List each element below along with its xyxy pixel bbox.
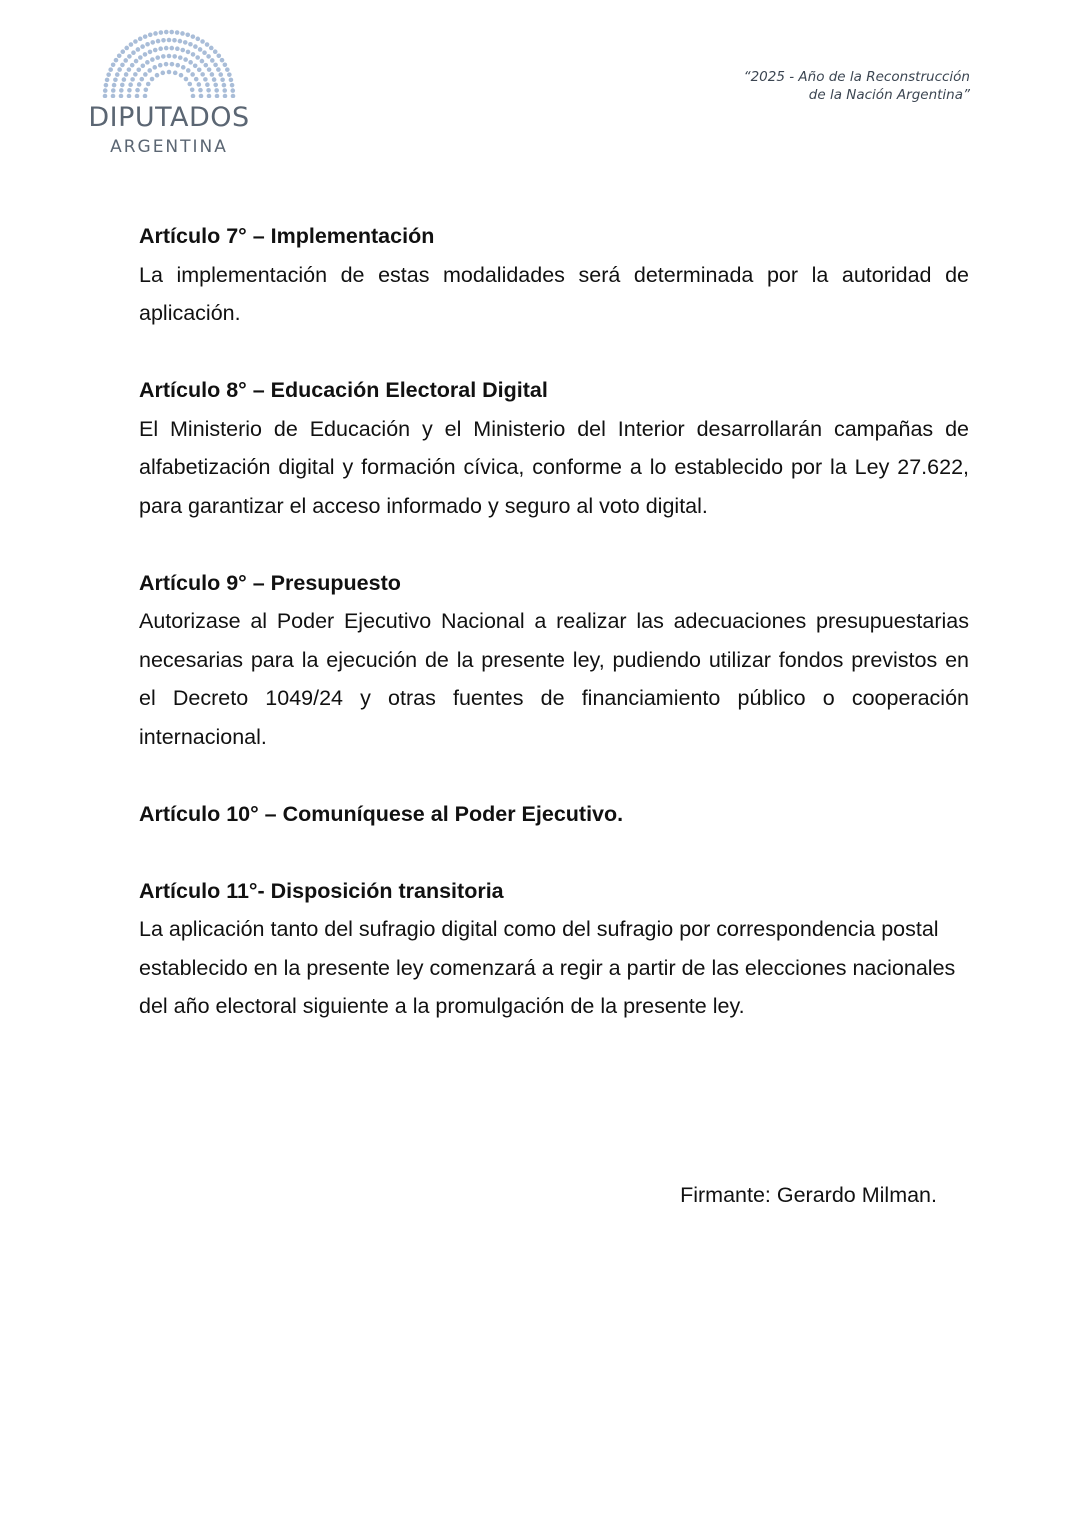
seat-dot [188, 60, 193, 65]
seat-dot [218, 72, 223, 77]
logo-name: DIPUTADOS [88, 102, 250, 133]
seat-dot [197, 68, 202, 73]
seat-dot [120, 49, 125, 54]
seat-dot [206, 88, 211, 93]
seat-dot [104, 83, 109, 88]
article-body: El Ministerio de Educación y el Ministerio del Interior desarrollarán campañas de alfabetización digital y formación cívica, conforme a lo establecido por la Ley 27.622, para garantizar el acceso informado y seguro al voto digital. [139, 416, 969, 518]
seat-dot [155, 55, 160, 60]
seat-dot [150, 40, 155, 45]
seat-dot [198, 88, 203, 93]
seat-dot [143, 72, 148, 77]
seat-dot [117, 53, 122, 58]
seat-dot [222, 88, 227, 93]
page-header [0, 0, 1082, 190]
seat-dot [119, 94, 124, 98]
seat-dot [212, 77, 217, 82]
seat-dot [159, 30, 164, 35]
seat-dot [131, 50, 136, 55]
seat-dot [172, 38, 177, 43]
seat-dot [130, 63, 135, 68]
motto-line-2: de la Nación Argentina” [808, 87, 970, 103]
logo-subname: ARGENTINA [110, 137, 228, 157]
seat-dot [148, 50, 153, 55]
document-body [139, 217, 969, 1064]
seat-dot [156, 39, 161, 44]
seat-dot [193, 44, 198, 49]
seat-dot [198, 47, 203, 52]
seat-dot [184, 77, 189, 82]
seat-dot [213, 49, 218, 54]
seat-dot [150, 77, 155, 82]
seat-dot [127, 88, 132, 93]
seat-dot [175, 46, 180, 51]
seat-dot [143, 34, 148, 39]
seat-dot [205, 42, 210, 47]
seat-dot [161, 38, 166, 43]
seat-dot [164, 46, 169, 51]
seat-dot [130, 77, 135, 82]
seat-dot [185, 33, 190, 38]
seat-dot [180, 31, 185, 36]
seat-dot [145, 42, 150, 47]
seat-dot [119, 88, 124, 93]
seat-dot [230, 83, 235, 88]
seat-dot [114, 58, 119, 63]
seat-dot [229, 78, 234, 83]
seat-dot [124, 46, 129, 51]
article-7 [139, 217, 969, 333]
seat-dot [167, 38, 172, 43]
article-8 [139, 371, 969, 525]
seat-dot [202, 50, 207, 55]
seat-dot [215, 94, 220, 98]
seat-dot [146, 82, 151, 87]
seat-dot [150, 57, 155, 62]
seat-dot [191, 52, 196, 57]
seat-dot [186, 68, 191, 73]
article-title: Artículo 10° – Comuníquese al Poder Ejecutivo. [139, 801, 624, 826]
seat-dot [112, 83, 117, 88]
article-11 [139, 872, 969, 1026]
seat-dot [220, 58, 225, 63]
seat-dot [200, 72, 205, 77]
seat-dot [134, 59, 139, 64]
article-title: Artículo 7° – Implementación [139, 224, 435, 248]
year-motto [744, 68, 970, 104]
seat-dot [175, 63, 180, 68]
article-title: Artículo 11°- Disposición transitoria [139, 878, 504, 903]
seat-dot [213, 83, 218, 88]
seat-dot [231, 94, 236, 98]
seat-dot [158, 63, 163, 68]
seat-dot [183, 40, 188, 45]
seat-dot [200, 59, 205, 64]
seat-dot [209, 46, 214, 51]
seat-dot [178, 39, 183, 44]
seat-dot [153, 48, 158, 53]
seat-dot [103, 88, 108, 93]
seat-dot [152, 65, 157, 70]
seat-dot [140, 44, 145, 49]
seat-dot [179, 73, 184, 78]
seat-dot [175, 30, 180, 35]
seat-dot [203, 63, 208, 68]
seat-dot [105, 78, 110, 83]
seat-dot [108, 67, 113, 72]
seat-dot [207, 94, 212, 98]
seat-dot [133, 72, 138, 77]
seat-dot [205, 82, 210, 87]
chamber-seats-icon [102, 26, 236, 98]
article-9 [139, 564, 969, 757]
seat-dot [206, 54, 211, 59]
seat-dot [136, 47, 141, 52]
seat-dot [169, 46, 174, 51]
seat-dot [143, 94, 148, 98]
seat-dot [222, 83, 227, 88]
seat-dot [123, 58, 128, 63]
seat-dot [195, 55, 200, 60]
seat-dot [178, 55, 183, 60]
seat-dot [148, 33, 153, 38]
seat-dot [120, 63, 125, 68]
seat-dot [188, 42, 193, 47]
seat-dot [111, 94, 116, 98]
article-10 [139, 795, 969, 834]
seat-dot [129, 42, 134, 47]
seat-dot [214, 88, 219, 93]
seat-dot [160, 71, 165, 76]
seat-dot [194, 77, 199, 82]
seat-dot [181, 65, 186, 70]
seat-dot [136, 68, 141, 73]
seat-dot [200, 39, 205, 44]
seat-dot [127, 54, 132, 59]
seat-dot [196, 37, 201, 42]
seat-dot [172, 54, 177, 59]
seat-dot [124, 72, 129, 77]
article-title: Artículo 9° – Presupuesto [139, 570, 401, 595]
article-body: La implementación de estas modalidades será determinada por la autoridad de aplicación. [139, 262, 969, 325]
seat-dot [216, 67, 221, 72]
seat-dot [197, 82, 202, 87]
seat-dot [161, 54, 166, 59]
seat-dot [128, 82, 133, 87]
seat-dot [115, 72, 120, 77]
seat-dot [138, 37, 143, 42]
seat-dot [135, 88, 140, 93]
seat-dot [223, 94, 228, 98]
seat-dot [145, 60, 150, 65]
seat-dot [103, 94, 108, 98]
seat-dot [173, 71, 178, 76]
seat-dot [190, 72, 195, 77]
seat-dot [143, 52, 148, 57]
seat-dot [167, 70, 172, 75]
seat-dot [111, 88, 116, 93]
seat-dot [137, 82, 142, 87]
diputados-logo [84, 26, 254, 166]
seat-dot [180, 48, 185, 53]
seat-dot [210, 58, 215, 63]
seat-dot [210, 72, 215, 77]
seat-dot [167, 54, 172, 59]
seat-dot [141, 63, 146, 68]
seat-dot [106, 72, 111, 77]
seat-dot [117, 67, 122, 72]
seat-dot [213, 63, 218, 68]
seat-dot [158, 46, 163, 51]
seat-dot [216, 53, 221, 58]
seat-dot [164, 62, 169, 67]
seat-dot [135, 94, 140, 98]
seat-dot [144, 87, 149, 92]
seat-dot [120, 83, 125, 88]
seat-dot [170, 62, 175, 67]
seat-dot [191, 94, 196, 98]
seat-dot [122, 77, 127, 82]
motto-line-1: “2025 - Año de la Reconstrucción [743, 69, 970, 85]
seat-dot [223, 62, 228, 67]
seat-dot [191, 34, 196, 39]
article-title: Artículo 8° – Educación Electoral Digital [139, 378, 548, 402]
seat-dot [147, 68, 152, 73]
seat-dot [111, 62, 116, 67]
signature: Firmante: Gerardo Milman. [680, 1183, 937, 1207]
seat-dot [127, 94, 132, 98]
seat-dot [220, 77, 225, 82]
seat-dot [138, 55, 143, 60]
seat-dot [193, 63, 198, 68]
seat-dot [199, 94, 204, 98]
seat-dot [113, 77, 118, 82]
article-body: Autorizase al Poder Ejecutivo Nacional a realizar las adecuaciones presupuestarias necesarias para la ejecución de la presente ley, pudiendo utilizar fondos previstos en el Decreto 1049/24 y otras fuentes de financiamiento público o cooperación internacional. [139, 609, 969, 749]
seat-dot [127, 67, 132, 72]
seat-dot [164, 30, 169, 35]
seat-dot [190, 87, 195, 92]
seat-dot [133, 39, 138, 44]
seat-dot [183, 57, 188, 62]
seat-dot [155, 73, 160, 78]
seat-dot [207, 67, 212, 72]
seat-dot [225, 67, 230, 72]
seat-dot [169, 30, 174, 35]
article-body: La aplicación tanto del sufragio digital como del sufragio por correspondencia postal establecido en la presente ley comenzará a regir a partir de las elecciones nacionales del año electoral siguiente a la promulgación de la presente ley. [139, 917, 956, 1018]
seat-dot [153, 31, 158, 36]
seat-dot [186, 50, 191, 55]
seat-dot [227, 72, 232, 77]
seat-dot [203, 77, 208, 82]
seat-dot [187, 82, 192, 87]
seat-dot [139, 77, 144, 82]
seat-dot [230, 88, 235, 93]
